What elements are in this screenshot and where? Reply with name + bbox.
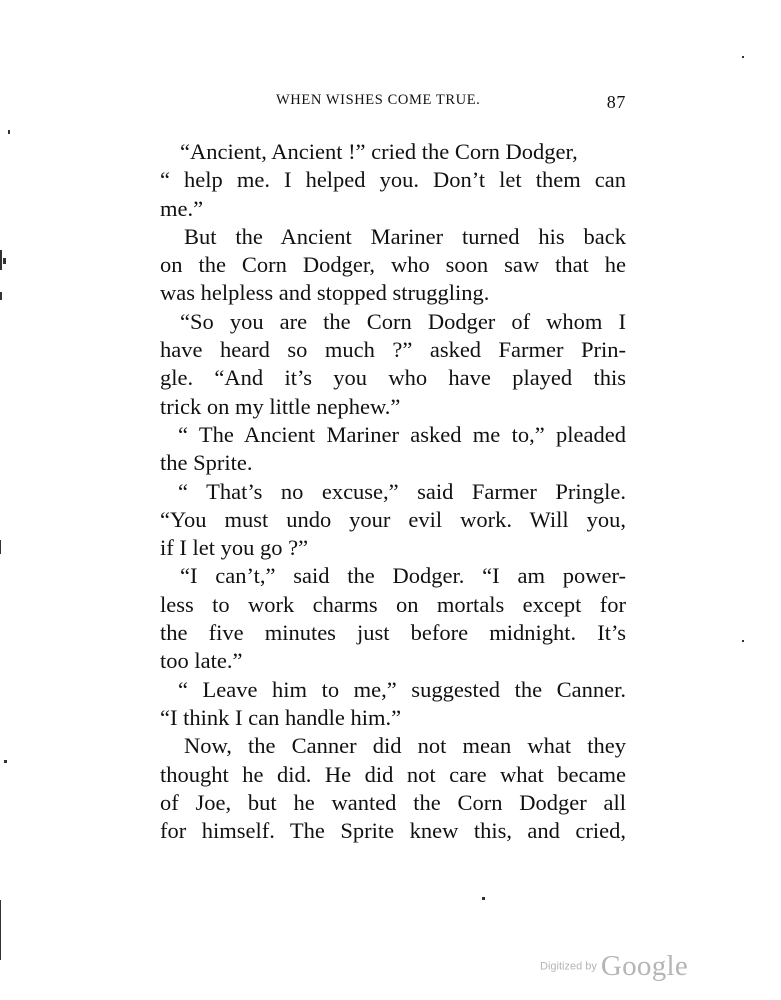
text-line: for himself. The Sprite knew this, and cried, (160, 818, 626, 844)
text-line: the five minutes just before midnight. It’s (160, 620, 626, 646)
text-line: “ The Ancient Mariner asked me to,” pleaded (178, 421, 626, 447)
text-line: the Sprite. (160, 450, 253, 476)
text-line: thought he did. He did not care what became (160, 761, 626, 787)
running-title: WHEN WISHES COME TRUE. (276, 92, 481, 108)
scan-speck (742, 56, 744, 58)
scan-speck (0, 900, 1, 960)
text-line: “I can’t,” said the Dodger. “I am power- (180, 563, 626, 589)
running-head (160, 92, 626, 116)
text-line: “ help me. I helped you. Don’t let them can (160, 167, 626, 193)
scan-speck (742, 640, 744, 642)
text-line: “I think I can handle him.” (160, 704, 402, 730)
text-line: less to work charms on mortals except for (160, 591, 626, 617)
scan-speck (0, 250, 2, 270)
page-number: 87 (606, 92, 626, 112)
text-line: “ Leave him to me,” suggested the Canner. (178, 676, 626, 702)
text-line: have heard so much ?” asked Farmer Prin- (160, 337, 626, 363)
text-line: on the Corn Dodger, who soon saw that he (160, 252, 626, 278)
text-line: “So you are the Corn Dodger of whom I (180, 308, 626, 334)
watermark-brand: Google (600, 950, 689, 982)
scan-speck (3, 258, 6, 264)
text-line: trick on my little nephew.” (160, 393, 401, 419)
scan-speck (0, 292, 2, 300)
text-line: “ That’s no excuse,” said Farmer Pringle. (178, 478, 626, 504)
text-line: gle. “And it’s you who have played this (160, 365, 626, 391)
text-line: But the Ancient Mariner turned his back (184, 223, 626, 249)
text-line: “You must undo your evil work. Will you, (160, 506, 626, 532)
text-line: if I let you go ?” (160, 535, 309, 561)
scan-speck (4, 760, 7, 763)
watermark-prefix: Digitized by (540, 960, 597, 973)
scan-speck (0, 540, 1, 554)
text-line: me.” (160, 195, 204, 221)
digitized-watermark (540, 950, 688, 984)
text-line: Now, the Canner did not mean what they (184, 733, 626, 759)
text-line: was helpless and stopped struggling. (160, 280, 490, 306)
text-line: “Ancient, Ancient !” cried the Corn Dodger, (180, 139, 578, 164)
scan-speck (482, 897, 485, 900)
scan-speck (8, 130, 10, 134)
body-text (160, 138, 626, 845)
text-line: too late.” (160, 648, 243, 674)
text-line: of Joe, but he wanted the Corn Dodger all (160, 789, 626, 815)
